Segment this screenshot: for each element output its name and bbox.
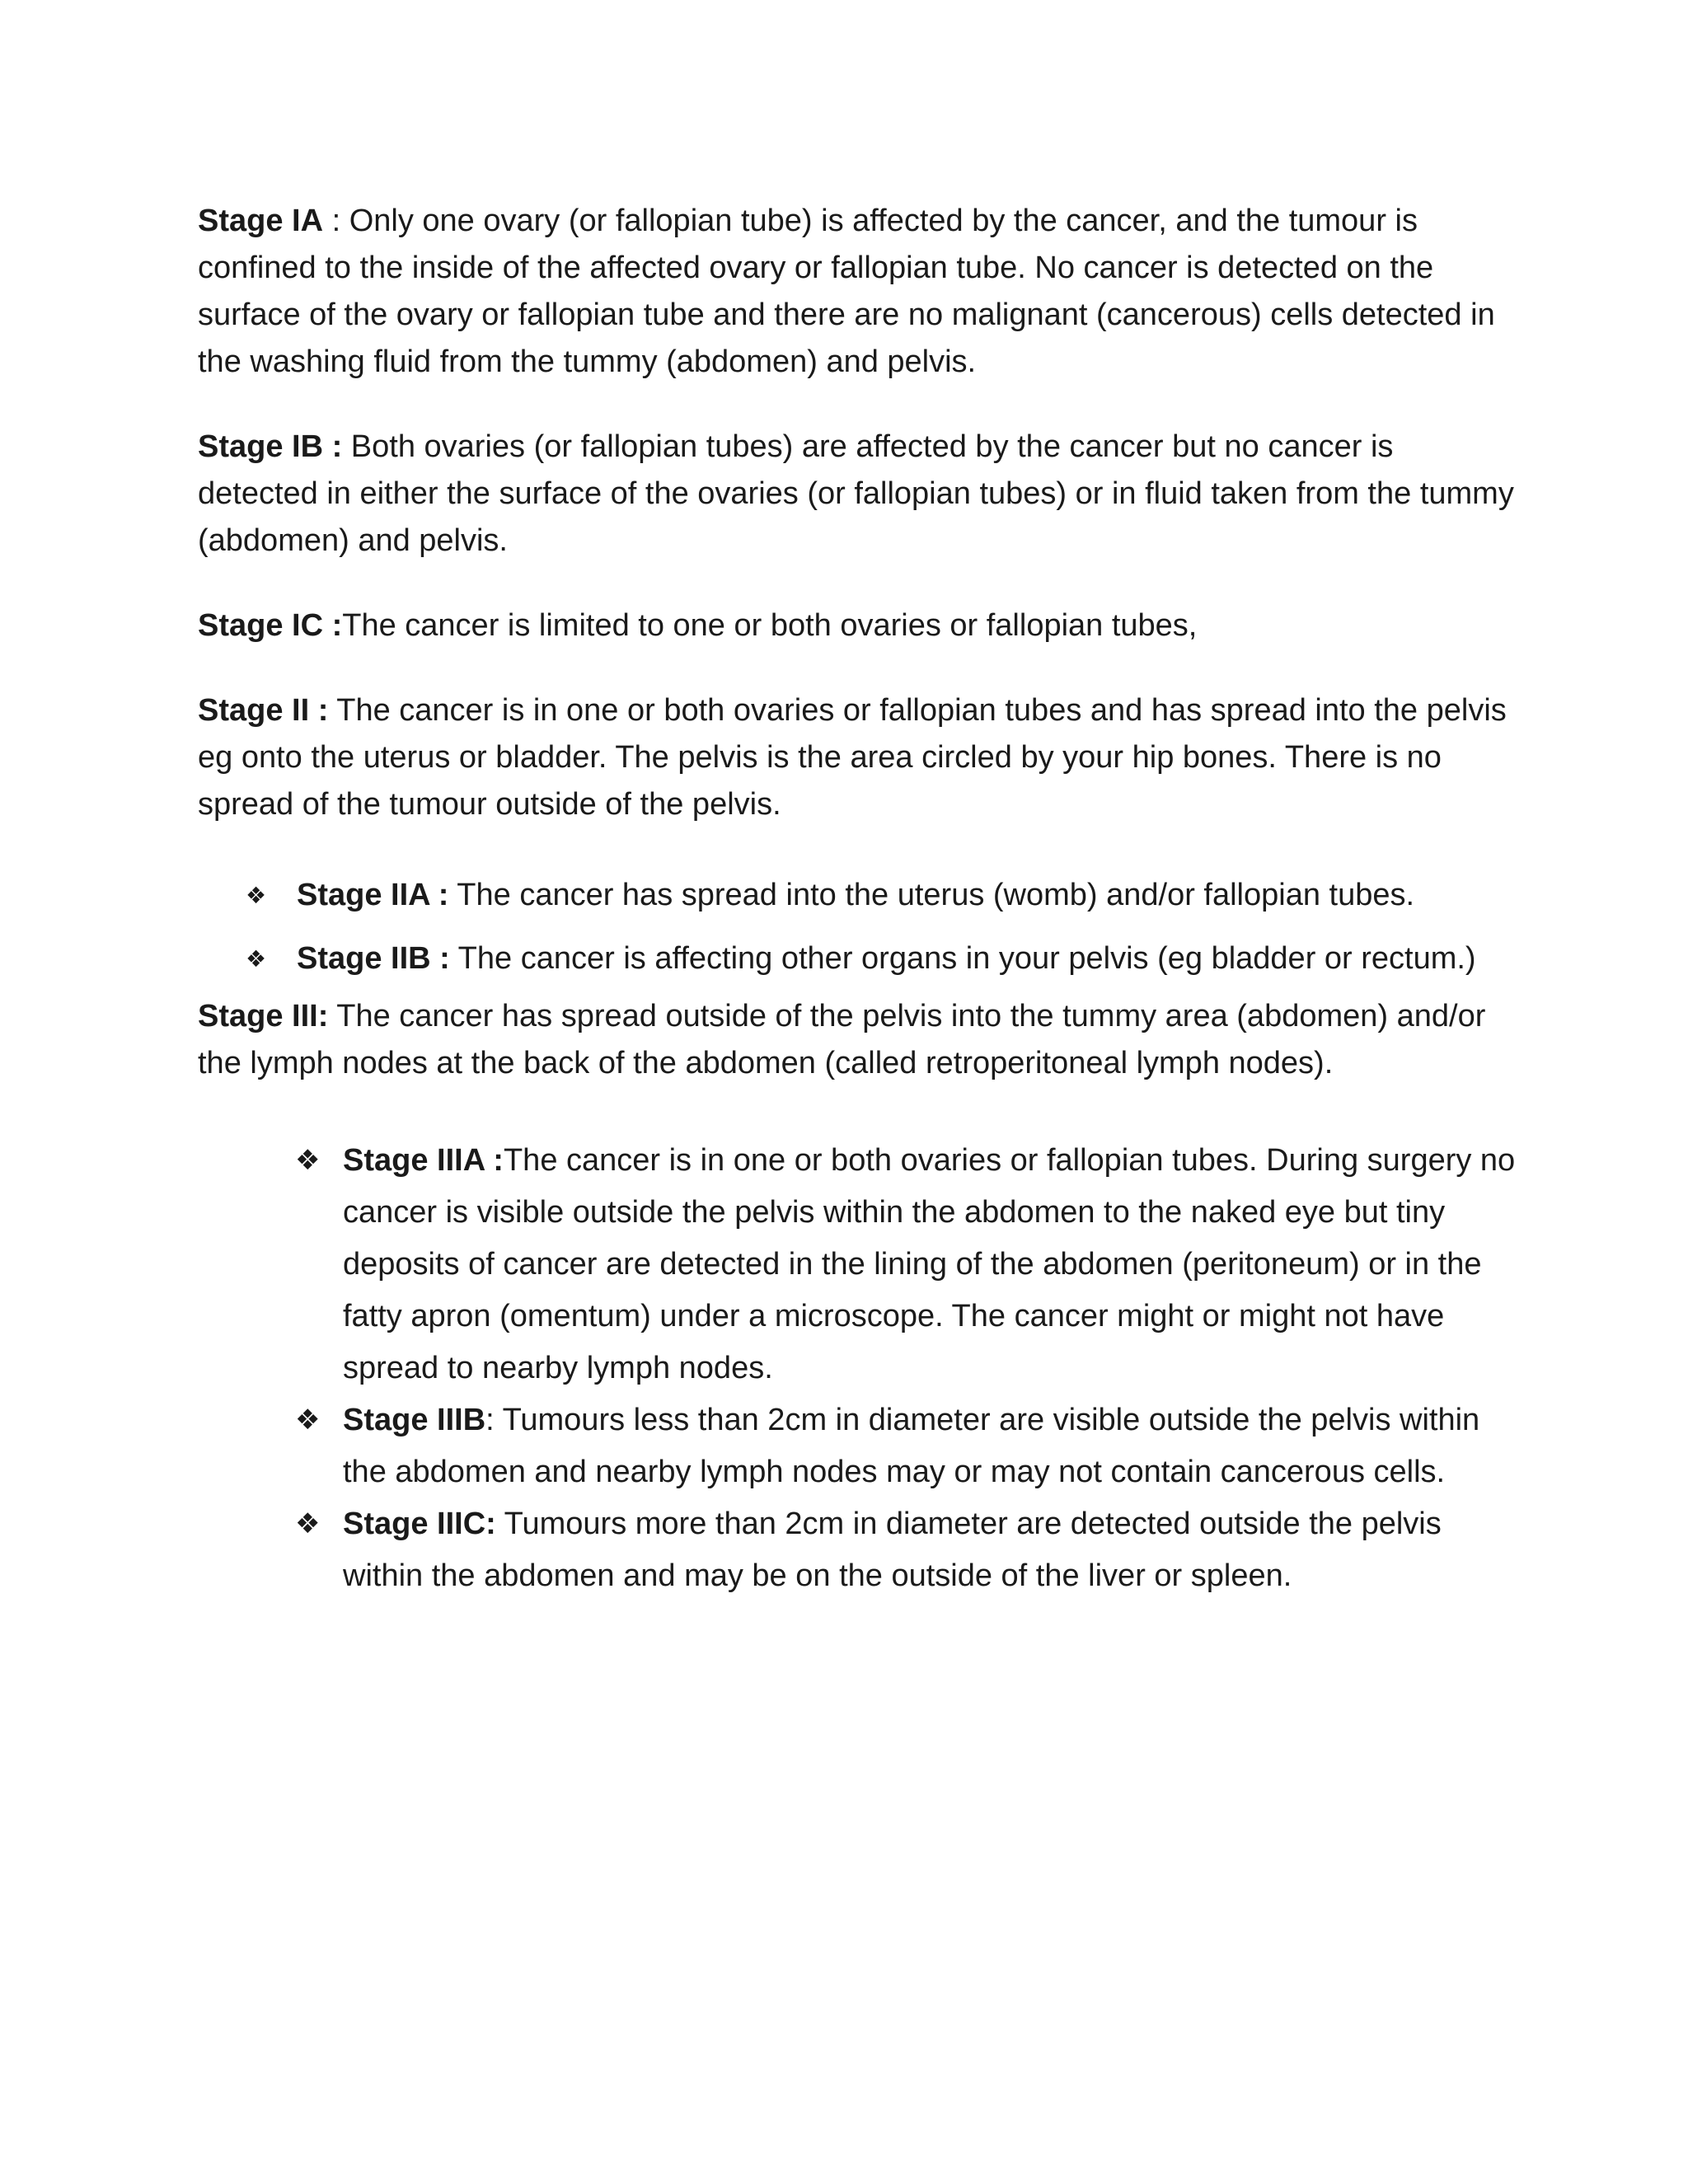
stage-ia-label: Stage IA [198, 204, 324, 238]
diamond-bullet-icon: ❖ [246, 882, 267, 909]
list-item [295, 1394, 1517, 1498]
list-item [295, 1498, 1517, 1602]
stage-iii-label: Stage III: [198, 999, 329, 1033]
list-item [246, 933, 1517, 985]
stage-iiic-label: Stage IIIC: [343, 1507, 496, 1541]
diamond-bullet-icon: ❖ [295, 1404, 321, 1436]
stage-ia-text: : Only one ovary (or fallopian tube) is affected by the cancer, and the tumour is confined to the inside of the affected ovary or fallopian tube. No cancer is detected on the surface of the ovary or fallopian tube and there are no malignant (cancerous) cells detected in the washing fluid from the tummy (abdomen) and pelvis. [198, 204, 1495, 379]
stage-ii-bullet-list [246, 869, 1517, 985]
stage-ii-paragraph [198, 687, 1517, 828]
diamond-bullet-icon: ❖ [295, 1144, 321, 1177]
bullet-text [343, 1135, 1517, 1394]
list-item [295, 1135, 1517, 1394]
stage-iiia-text: The cancer is in one or both ovaries or fallopian tubes. During surgery no cancer is visible outside the pelvis within the abdomen to the naked eye but tiny deposits of cancer are detected in the lining of the abdomen (peritoneum) or in the fatty apron (omentum) under a microscope. The cancer might or might not have spread to nearby lymph nodes. [343, 1143, 1516, 1385]
bullet-text [343, 1498, 1517, 1602]
bullet-text [297, 933, 1517, 985]
stage-iib-text: The cancer is affecting other organs in your pelvis (eg bladder or rectum.) [449, 941, 1476, 976]
stage-ic-paragraph [198, 602, 1517, 649]
stage-iia-label: Stage IIA : [297, 878, 449, 912]
stage-ib-label: Stage IB : [198, 429, 343, 464]
stage-ib-text: Both ovaries (or fallopian tubes) are affected by the cancer but no cancer is detected in either the surface of the ovaries (or fallopian tubes) or in fluid taken from the tummy (abdomen) and pelvis. [198, 429, 1514, 558]
stage-iiic-text: Tumours more than 2cm in diameter are detected outside the pelvis within the abdomen and may be on the outside of the liver or spleen. [343, 1507, 1442, 1593]
stage-iiib-label: Stage IIIB [343, 1403, 486, 1437]
stage-ib-paragraph [198, 424, 1517, 565]
stage-iiia-label: Stage IIIA : [343, 1143, 504, 1178]
stage-iib-label: Stage IIB : [297, 941, 450, 976]
stage-iii-bullet-list [295, 1135, 1517, 1602]
list-item [246, 869, 1517, 921]
bullet-text [343, 1394, 1517, 1498]
stage-ii-label: Stage II : [198, 693, 329, 728]
document-page [198, 198, 1517, 1602]
stage-iia-text: The cancer has spread into the uterus (womb) and/or fallopian tubes. [448, 878, 1415, 912]
stage-ia-paragraph [198, 198, 1517, 386]
diamond-bullet-icon: ❖ [246, 945, 267, 972]
stage-ic-text: The cancer is limited to one or both ovaries or fallopian tubes, [342, 608, 1198, 643]
stage-iiib-text: : Tumours less than 2cm in diameter are visible outside the pelvis within the abdomen and nearby lymph nodes may or may not contain cancerous cells. [343, 1403, 1480, 1489]
bullet-text [297, 869, 1517, 921]
diamond-bullet-icon: ❖ [295, 1507, 321, 1540]
stage-ii-text: The cancer is in one or both ovaries or fallopian tubes and has spread into the pelvis eg onto the uterus or bladder. The pelvis is the area circled by your hip bones. There is no spread of the tumour outside of the pelvis. [198, 693, 1507, 822]
stage-iii-text: The cancer has spread outside of the pelvis into the tummy area (abdomen) and/or the lymph nodes at the back of the abdomen (called retroperitoneal lymph nodes). [198, 999, 1486, 1080]
stage-ic-label: Stage IC : [198, 608, 343, 643]
stage-iii-paragraph [198, 993, 1517, 1087]
